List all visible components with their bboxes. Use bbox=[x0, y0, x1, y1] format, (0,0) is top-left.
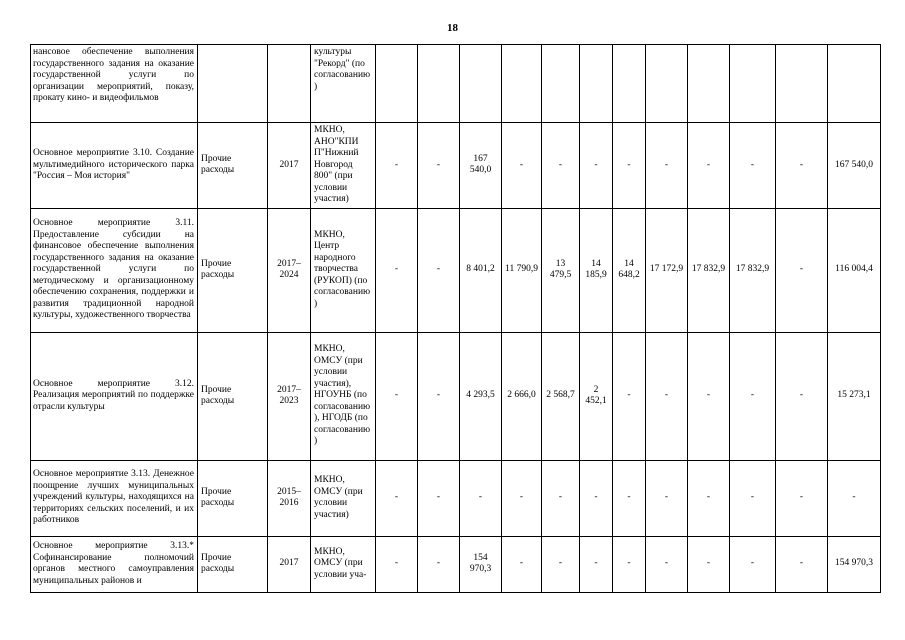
total-cell: 167 540,0 bbox=[828, 123, 881, 209]
year-value-cell: - bbox=[613, 460, 646, 536]
year-value-cell: - bbox=[376, 536, 418, 592]
year-value-cell: - bbox=[646, 536, 688, 592]
year-value-cell: - bbox=[418, 208, 460, 332]
year-value-cell: 2 452,1 bbox=[580, 332, 613, 460]
executor-cell: МКНО, ОМСУ (при условии участия), НГОУНБ (по согласованию), НГОДБ (по согласованию) bbox=[311, 332, 376, 460]
year-value-cell: - bbox=[613, 332, 646, 460]
year-value-cell: 11 790,9 bbox=[502, 208, 542, 332]
year-value-cell: - bbox=[776, 208, 828, 332]
year-value-cell: - bbox=[542, 460, 580, 536]
funding-source-cell bbox=[198, 45, 268, 123]
year-value-cell: - bbox=[376, 208, 418, 332]
funding-source-cell: Прочие расходы bbox=[198, 460, 268, 536]
year-value-cell bbox=[376, 45, 418, 123]
year-value-cell: 2 568,7 bbox=[542, 332, 580, 460]
year-value-cell bbox=[580, 45, 613, 123]
total-cell: 154 970,3 bbox=[828, 536, 881, 592]
activity-name-cell: Основное мероприятие 3.10. Создание мультимедийного исторического парка "Россия – Моя история" bbox=[31, 123, 198, 209]
year-value-cell: 14 648,2 bbox=[613, 208, 646, 332]
year-value-cell: - bbox=[646, 460, 688, 536]
funding-source-cell: Прочие расходы bbox=[198, 208, 268, 332]
year-value-cell: - bbox=[542, 123, 580, 209]
year-value-cell: - bbox=[580, 536, 613, 592]
year-value-cell: 17 832,9 bbox=[688, 208, 730, 332]
table-row bbox=[31, 332, 881, 460]
year-value-cell: - bbox=[688, 460, 730, 536]
year-value-cell: - bbox=[613, 123, 646, 209]
year-value-cell: 167 540,0 bbox=[460, 123, 502, 209]
executor-cell: МКНО, АНО"КПИ П"Нижний Новгород 800" (при условии участия) bbox=[311, 123, 376, 209]
year-value-cell: - bbox=[502, 123, 542, 209]
period-cell: 2017 bbox=[268, 536, 311, 592]
period-cell: 2017–2023 bbox=[268, 332, 311, 460]
table-row bbox=[31, 123, 881, 209]
year-value-cell: - bbox=[418, 123, 460, 209]
period-cell bbox=[268, 45, 311, 123]
year-value-cell bbox=[502, 45, 542, 123]
year-value-cell: - bbox=[730, 332, 776, 460]
year-value-cell: - bbox=[776, 123, 828, 209]
total-cell: 15 273,1 bbox=[828, 332, 881, 460]
executor-cell: МКНО, Центр народного творчества (РУКОП) (по согласованию) bbox=[311, 208, 376, 332]
year-value-cell: 14 185,9 bbox=[580, 208, 613, 332]
table-row bbox=[31, 460, 881, 536]
year-value-cell: - bbox=[776, 460, 828, 536]
year-value-cell bbox=[613, 45, 646, 123]
year-value-cell: 17 832,9 bbox=[730, 208, 776, 332]
year-value-cell: 2 666,0 bbox=[502, 332, 542, 460]
year-value-cell: - bbox=[646, 123, 688, 209]
year-value-cell bbox=[776, 45, 828, 123]
year-value-cell: 154 970,3 bbox=[460, 536, 502, 592]
year-value-cell: - bbox=[688, 123, 730, 209]
table-row bbox=[31, 208, 881, 332]
year-value-cell: - bbox=[542, 536, 580, 592]
executor-cell: МКНО, ОМСУ (при условии участия) bbox=[311, 460, 376, 536]
year-value-cell: - bbox=[580, 460, 613, 536]
page-number: 18 bbox=[447, 22, 458, 34]
total-cell: 116 004,4 bbox=[828, 208, 881, 332]
activity-name-cell: нансовое обеспечение выполнения государственного задания на оказание государственной услуги по организации мероприятий, показу, прокату кино- и видеофильмов bbox=[31, 45, 198, 123]
year-value-cell: 4 293,5 bbox=[460, 332, 502, 460]
funding-source-cell: Прочие расходы bbox=[198, 123, 268, 209]
year-value-cell bbox=[730, 45, 776, 123]
activity-name-cell: Основное мероприятие 3.12. Реализация мероприятий по поддержке отрасли культуры bbox=[31, 332, 198, 460]
total-cell: - bbox=[828, 460, 881, 536]
year-value-cell: - bbox=[776, 536, 828, 592]
year-value-cell bbox=[542, 45, 580, 123]
executor-cell: МКНО, ОМСУ (при условии уча- bbox=[311, 536, 376, 592]
year-value-cell: - bbox=[730, 123, 776, 209]
year-value-cell bbox=[646, 45, 688, 123]
activity-name-cell: Основное мероприятие 3.11. Предоставление субсидии на финансовое обеспечение выполнения государственного задания на оказание государственной услуги по методическому и организационному обеспечению сохранения, поддержки и развития традиционной народной культуры, художественного творчества bbox=[31, 208, 198, 332]
year-value-cell bbox=[688, 45, 730, 123]
year-value-cell: - bbox=[376, 460, 418, 536]
funding-source-cell: Прочие расходы bbox=[198, 536, 268, 592]
period-cell: 2017 bbox=[268, 123, 311, 209]
year-value-cell: - bbox=[730, 460, 776, 536]
year-value-cell: - bbox=[460, 460, 502, 536]
year-value-cell: - bbox=[776, 332, 828, 460]
table-row bbox=[31, 45, 881, 123]
year-value-cell: 17 172,9 bbox=[646, 208, 688, 332]
year-value-cell bbox=[418, 45, 460, 123]
year-value-cell bbox=[460, 45, 502, 123]
executor-cell: культуры "Рекорд" (по согласованию) bbox=[311, 45, 376, 123]
activity-name-cell: Основное мероприятие 3.13.* Софинансирование полномочий органов местного самоуправления муниципальных районов и bbox=[31, 536, 198, 592]
year-value-cell: - bbox=[502, 460, 542, 536]
program-activities-table bbox=[30, 44, 881, 593]
year-value-cell: 13 479,5 bbox=[542, 208, 580, 332]
year-value-cell: - bbox=[376, 123, 418, 209]
year-value-cell: - bbox=[418, 460, 460, 536]
table-row bbox=[31, 536, 881, 592]
funding-source-cell: Прочие расходы bbox=[198, 332, 268, 460]
year-value-cell: - bbox=[688, 536, 730, 592]
year-value-cell: - bbox=[502, 536, 542, 592]
total-cell bbox=[828, 45, 881, 123]
period-cell: 2017–2024 bbox=[268, 208, 311, 332]
year-value-cell: - bbox=[580, 123, 613, 209]
year-value-cell: - bbox=[688, 332, 730, 460]
year-value-cell: - bbox=[418, 536, 460, 592]
year-value-cell: 8 401,2 bbox=[460, 208, 502, 332]
period-cell: 2015–2016 bbox=[268, 460, 311, 536]
year-value-cell: - bbox=[730, 536, 776, 592]
year-value-cell: - bbox=[646, 332, 688, 460]
year-value-cell: - bbox=[376, 332, 418, 460]
year-value-cell: - bbox=[613, 536, 646, 592]
activity-name-cell: Основное мероприятие 3.13. Денежное поощрение лучших муниципальных учреждений культуры, находящихся на территориях сельских поселений, и их работников bbox=[31, 460, 198, 536]
year-value-cell: - bbox=[418, 332, 460, 460]
